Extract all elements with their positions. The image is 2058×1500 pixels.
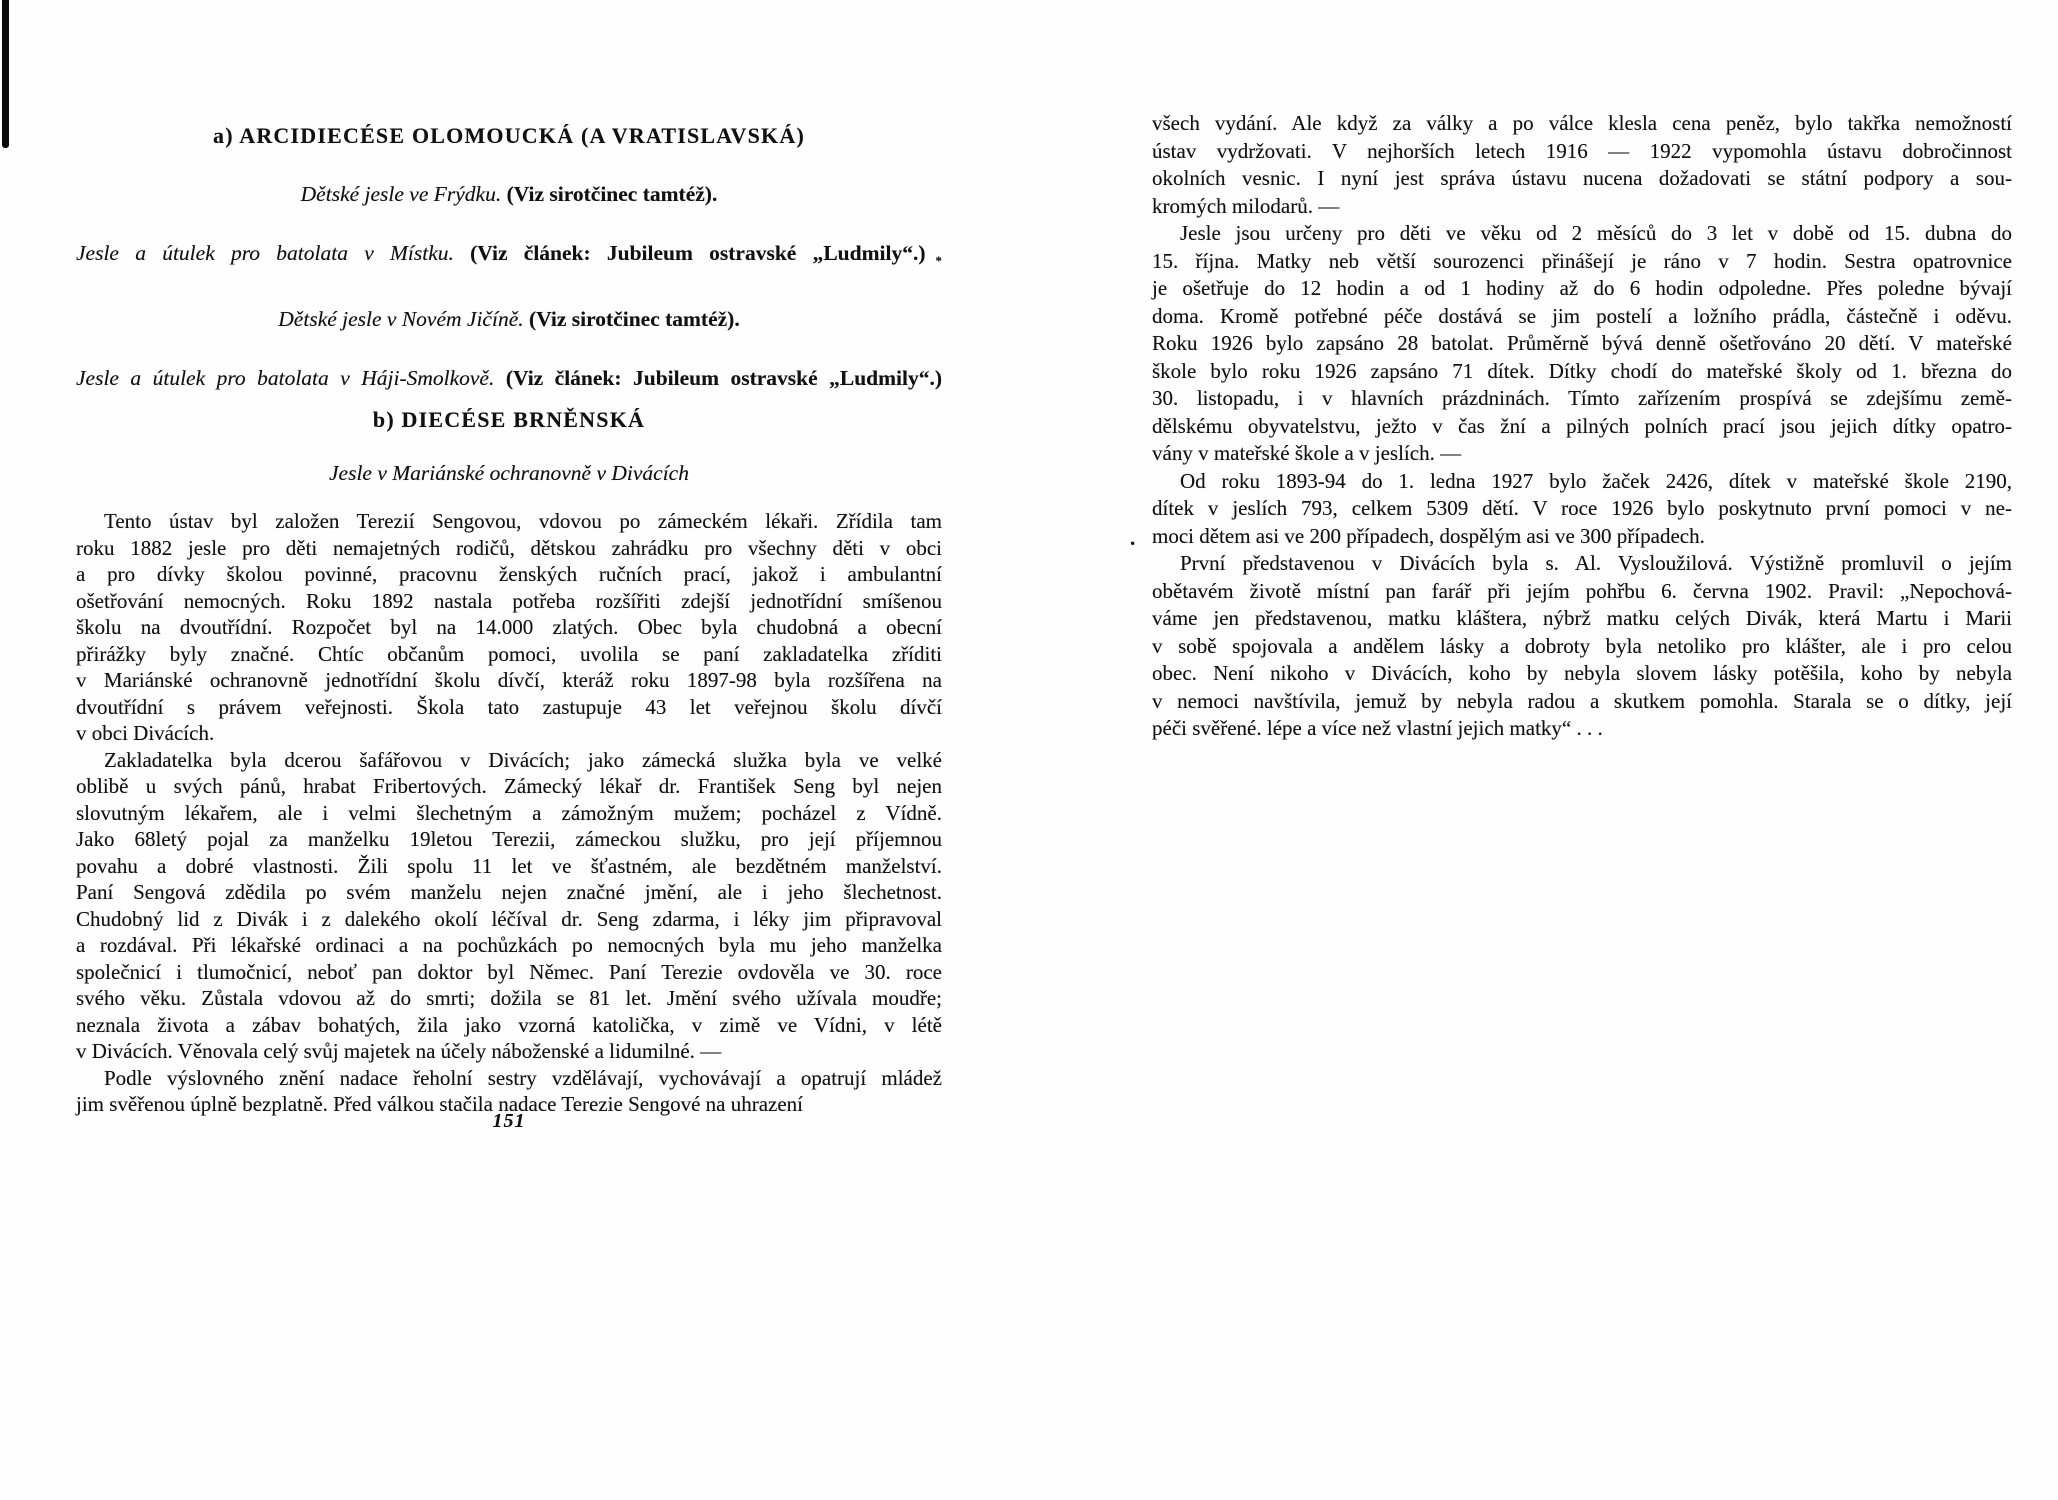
text-line: slovutným lékařem, ale i velmi šlechetným a zámožným mužem; pocházel z Vídně. [76, 800, 942, 825]
text-line: doma. Kromě potřebné péče dostává se jim postelí a ložního prádla, částečně i oděvu. [1152, 303, 2012, 328]
text-line: a pro dívky školou povinné, pracovnu ženských ručních prací, jakož i ambulantní [76, 562, 942, 587]
text-line: dvoutřídní s právem veřejnosti. Škola tato zastupuje 43 let veřejnou školu dívčí [76, 694, 942, 719]
subtitle-marianska-ochranovna: Jesle v Mariánské ochranovně v Divácích [329, 461, 689, 486]
text-line: Jesle jsou určeny pro děti ve věku od 2 měsíců do 3 let v době od 15. dubna do [1180, 221, 2012, 245]
text-line: dítek v jeslích 793, celkem 5309 dětí. V roce 1926 bylo poskytnuto první pomoci v ne- [1152, 496, 2012, 520]
text-line: roku 1882 jesle pro děti nemajetných rodičů, dětskou zahrádku pro všechny děti v obci [76, 535, 942, 560]
heading-ref-roman: (Viz sirotčinec tamtéž). [506, 182, 718, 206]
text-line: v obci Divácích. [76, 721, 215, 746]
heading-ref-roman: (Viz článek: Jubileum ostravské „Ludmily“.) [505, 366, 942, 391]
heading-jesle-novy-jicin [76, 306, 942, 333]
heading-jesle-mistek [76, 240, 942, 274]
stray-margin-mark: . [1130, 526, 1136, 550]
left-page [76, 122, 942, 1118]
text-line: obětavém životě místní pan farář při jejím pohřbu 6. června 1902. Pravil: „Nepochová- [1152, 578, 2012, 603]
text-line: Chudobný lid z Divák i z dalekého okolí léčíval dr. Seng zdarma, i léky jim připravoval [76, 906, 942, 931]
text-line: Paní Sengová zdědila po svém manželu nejen značné jmění, ale i jeho šlechetnost. [76, 880, 942, 905]
page-number: 151 [492, 1110, 526, 1132]
text-line: kromých milodarů. — [1152, 193, 1340, 218]
heading-title-italic: Jesle a útulek pro batolata v Háji-Smolkově. [76, 366, 495, 391]
paragraph-funding-continuation [1152, 110, 2012, 220]
text-line: a rozdával. Při lékařské ordinaci a na pochůzkách po nemocných byla mu jeho manželka [76, 933, 942, 958]
text-line: v nemoci navštívila, jemuž by nebyla radou a skutkem pomohla. Starala se o dítky, její [1152, 688, 2012, 713]
text-line: svého věku. Zůstala vdovou až do smrti; dožila se 81 let. Jmění svého užívala moudře; [76, 986, 942, 1011]
text-line: 30. listopadu, i v hlavních prázdninách. Tímto zařízením prospívá se zdejšímu země- [1152, 386, 2012, 410]
text-line: povahu a dobré vlastnosti. Žili spolu 11 let ve šťastném, ale bezdětném manželství. [76, 853, 942, 878]
text-line: Roku 1926 bylo zapsáno 28 batolat. Průměrně bývá denně ošetřováno 20 dětí. V mateřské [1152, 331, 2012, 355]
text-line: neznala života a zábav bohatých, žila jako vzorná katolička, v zimě ve Vídni, v létě [76, 1012, 942, 1037]
paragraph-foundress-life [76, 747, 942, 1065]
paragraph-first-superior [1152, 550, 2012, 743]
text-line: v Mariánské ochranovně jednotřídní školu dívčí, kteráž roku 1897-98 byla rozšířena na [76, 668, 942, 693]
text-line: Tento ústav byl založen Terezií Sengovou, vdovou po zámeckém lékaři. Zřídila tam [104, 509, 942, 534]
text-line: Od roku 1893-94 do 1. ledna 1927 bylo žaček 2426, dítek v mateřské škole 2190, [1180, 468, 2012, 493]
paragraph-nursery-operation [1152, 220, 2012, 468]
heading-jesle-haji-smolkov [76, 365, 942, 392]
section-heading-a: a) ARCIDIECÉSE OLOMOUCKÁ (A VRATISLAVSKÁ) [213, 123, 805, 148]
text-line: v Divácích. Věnovala celý svůj majetek na účely náboženské a lidumilné. — [76, 1039, 722, 1064]
text-line: obec. Není nikoho v Divácích, koho by nebyla slovem lásky potěšila, koho by nebyla [1152, 661, 2012, 685]
text-line: péči svěřené. lépe a více než vlastní jejich matky“ . . . [1152, 716, 1603, 740]
paragraph-statistics [1152, 468, 2012, 551]
text-line: Jako 68letý pojal za manželku 19letou Terezii, zámeckou služku, pro její příjemnou [76, 827, 942, 852]
heading-ref-roman: (Viz článek: Jubileum ostravské „Ludmily“.) [470, 241, 926, 265]
heading-jesle-frydek [76, 181, 942, 208]
text-line: ústav vydržovati. V nejhorších letech 1916 — 1922 vypomohla ústavu dobročinnost [1152, 138, 2012, 163]
text-line: vány v mateřské škole a v jeslích. — [1152, 441, 1462, 465]
text-line: váme jen představenou, matku kláštera, nýbrž matku celých Divák, která Martu i Marii [1152, 606, 2012, 630]
text-line: školu na dvoutřídní. Rozpočet byl na 14.000 zlatých. Obec byla chudobná a obecní [76, 615, 942, 640]
text-line: Podle výslovného znění nadace řeholní sestry vzdělávají, vychovávají a opatrují mládež [104, 1065, 942, 1090]
heading-title-italic: Jesle a útulek pro batolata v Místku. [76, 241, 454, 265]
text-line: dělskému obyvatelstvu, ježto v čas žní a pilných polních prací jsou jejich dítky opatro- [1152, 413, 2012, 438]
heading-title-italic: Dětské jesle ve Frýdku. [300, 182, 502, 206]
text-line: oblibě u svých pánů, hrabat Fribertových. Zámecký lékař dr. František Seng byl nejen [76, 774, 942, 799]
scan-edge-artifact [2, 0, 9, 148]
text-line: okolních vesnic. I nyní jest správa ústavu nucena dožadovati se státní podpory a sou- [1152, 166, 2012, 190]
section-heading-b: b) DIECÉSE BRNĚNSKÁ [372, 407, 646, 433]
text-line: moci dětem asi ve 200 případech, dospělým asi ve 300 případech. [1152, 523, 1705, 548]
text-line: 15. října. Matky neb větší sourozenci přinášejí je ráno v 7 hodin. Sestra opatrovnice [1152, 248, 2012, 273]
heading-ref-roman: (Viz sirotčinec tamtéž). [529, 307, 740, 332]
text-line: přirážky byly značné. Chtíc občanům pomoci, uvolila se paní zakladatelka zříditi [76, 641, 942, 666]
text-line: škole bylo roku 1926 zapsáno 71 dítek. Dítky chodí do mateřské školy od 1. března do [1152, 358, 2012, 383]
text-line: ošetřování nemocných. Roku 1892 nastala potřeba rozšířiti zdejší jednotřídní smíšenou [76, 588, 942, 613]
text-line: společnicí i tlumočnicí, neboť pan doktor byl Němec. Paní Terezie ovdověla ve 30. roce [76, 959, 942, 984]
text-line: je ošetřuje do 12 hodin a od 1 hodiny až do 6 hodin odpoledne. Přes poledne bývají [1152, 276, 2012, 300]
text-line: První představenou v Divácích byla s. Al. Vysloužilová. Výstižně promluvil o jejím [1180, 551, 2012, 575]
paragraph-founding [76, 508, 942, 747]
right-page [1130, 110, 2012, 743]
text-line: Zakladatelka byla dcerou šafářovou v Divácích; jako zámecká služka byla ve velké [104, 747, 942, 772]
heading-title-italic: Dětské jesle v Novém Jičíně. [278, 307, 524, 332]
text-line: v sobě spojovala a andělem lásky a dobroty byla netoliko pro klášter, ale i pro celou [1152, 633, 2012, 658]
text-line: všech vydání. Ale když za války a po válce klesla cena peněz, bylo takřka nemožností [1152, 111, 2012, 135]
text-line: jim svěřenou úplně bezplatně. Před válkou stačila nadace Terezie Sengové na uhrazení [76, 1092, 804, 1117]
footnote-mark: * [935, 253, 942, 269]
